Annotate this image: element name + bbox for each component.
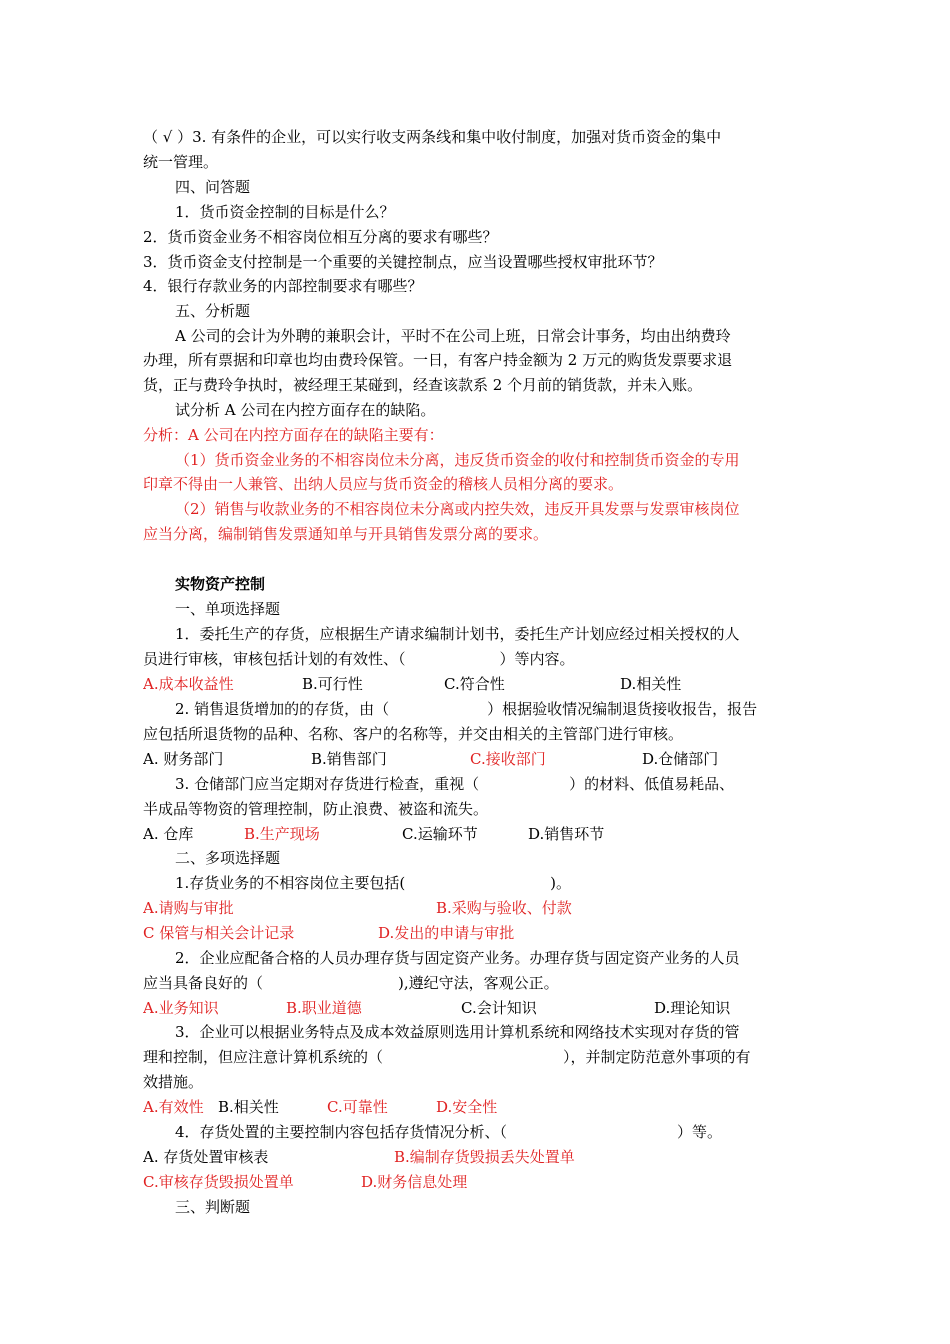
option-c-correct: C.审核存货毁损处置单 bbox=[143, 1173, 294, 1191]
answer-2-line1: （2）销售与收款业务的不相容岗位未分离或内控失效，违反开具发票与发票审核岗位 bbox=[175, 500, 740, 518]
judgment-q3-line1: （ √ ）3. 有条件的企业，可以实行收支两条线和集中收付制度，加强对货币资金的集中 bbox=[143, 128, 722, 146]
option-a: A. 存货处置审核表 bbox=[143, 1148, 269, 1166]
single-q3-text: 3. 仓储部门应当定期对存货进行检查，重视（ bbox=[175, 775, 480, 793]
single-q3-options bbox=[143, 822, 813, 847]
option-a-correct: A.成本收益性 bbox=[143, 675, 234, 693]
multi-q3-line2 bbox=[143, 1045, 813, 1070]
multi-q2-text-end: ),遵纪守法，客观公正。 bbox=[398, 974, 559, 992]
multi-q4-text-end: ）等。 bbox=[677, 1123, 723, 1141]
single-q3-line2: 半成品等物资的管理控制，防止浪费、被盗和流失。 bbox=[143, 800, 489, 818]
multi-q4-text: 4．存货处置的主要控制内容包括存货情况分析、（ bbox=[175, 1123, 508, 1141]
case-question: 试分析 A 公司在内控方面存在的缺陷。 bbox=[175, 401, 436, 419]
multi-q3-options bbox=[143, 1095, 813, 1120]
multi-q4-options-row1 bbox=[143, 1145, 813, 1170]
option-b-correct: B.编制存货毁损丢失处置单 bbox=[394, 1148, 575, 1166]
qa-question-1: 1．货币资金控制的目标是什么？ bbox=[175, 203, 395, 221]
single-q1-options bbox=[143, 672, 813, 697]
single-q3-line1 bbox=[175, 772, 813, 797]
option-d: D.仓储部门 bbox=[642, 750, 719, 768]
multi-q1-options-row2 bbox=[143, 921, 813, 946]
single-q1-line1: 1．委托生产的存货，应根据生产请求编制计划书，委托生产计划应经过相关授权的人 bbox=[175, 625, 740, 643]
single-q1-text-end: ）等内容。 bbox=[499, 650, 575, 668]
section-heading-multi-choice: 二、多项选择题 bbox=[175, 849, 281, 867]
single-q3-text-end: ）的材料、低值易耗品、 bbox=[569, 775, 735, 793]
multi-q3-text-end: ），并制定防范意外事项的有 bbox=[563, 1048, 751, 1066]
option-b-correct: B.生产现场 bbox=[244, 825, 320, 843]
multi-q1-text-end: )。 bbox=[550, 874, 572, 892]
option-a-correct: A.请购与审批 bbox=[143, 899, 234, 917]
option-c: C.符合性 bbox=[444, 675, 505, 693]
answer-1-line1: （1）货币资金业务的不相容岗位未分离，违反货币资金的收付和控制货币资金的专用 bbox=[175, 451, 740, 469]
judgment-q3-line2: 统一管理。 bbox=[143, 153, 219, 171]
option-b: B.销售部门 bbox=[311, 750, 387, 768]
option-d: D.理论知识 bbox=[654, 999, 731, 1017]
multi-q4-options-row2 bbox=[143, 1170, 813, 1195]
qa-question-2: 2．货币资金业务不相容岗位相互分离的要求有哪些？ bbox=[143, 228, 498, 246]
multi-q2-line1: 2．企业应配备合格的人员办理存货与固定资产业务。办理存货与固定资产业务的人员 bbox=[175, 949, 740, 967]
option-d: D.相关性 bbox=[620, 675, 682, 693]
single-q1-text: 员进行审核，审核包括计划的有效性、（ bbox=[143, 650, 406, 668]
multi-q1-options-row1 bbox=[143, 896, 813, 921]
option-a-correct: A.有效性 bbox=[143, 1098, 204, 1116]
single-q1-line2 bbox=[143, 647, 813, 672]
section-heading-judgment: 三、判断题 bbox=[175, 1198, 251, 1216]
qa-question-3: 3．货币资金支付控制是一个重要的关键控制点，应当设置哪些授权审批环节？ bbox=[143, 253, 663, 271]
option-d: D.销售环节 bbox=[528, 825, 605, 843]
option-a: A. 仓库 bbox=[143, 825, 194, 843]
section-heading-qa: 四、问答题 bbox=[175, 178, 251, 196]
case-text-line1: A 公司的会计为外聘的兼职会计，平时不在公司上班，日常会计事务，均由出纳费玲 bbox=[175, 327, 731, 345]
chapter-title: 实物资产控制 bbox=[175, 575, 266, 593]
option-c-correct: C.可靠性 bbox=[327, 1098, 388, 1116]
option-c-correct: C 保管与相关会计记录 bbox=[143, 924, 295, 942]
option-d-correct: D.财务信息处理 bbox=[361, 1173, 468, 1191]
multi-q3-text: 理和控制，但应注意计算机系统的（ bbox=[143, 1048, 384, 1066]
single-q2-text: 2. 销售退货增加的的存货，由（ bbox=[175, 700, 390, 718]
option-c-correct: C.接收部门 bbox=[470, 750, 546, 768]
option-b: B.可行性 bbox=[302, 675, 363, 693]
single-q2-line2: 应包括所退货物的品种、名称、客户的名称等，并交由相关的主管部门进行审核。 bbox=[143, 725, 684, 743]
multi-q1-line bbox=[175, 871, 813, 896]
qa-question-4: 4．银行存款业务的内部控制要求有哪些？ bbox=[143, 277, 423, 295]
multi-q2-line2 bbox=[143, 971, 813, 996]
answer-1-line2: 印章不得由一人兼管、出纳人员应与货币资金的稽核人员相分离的要求。 bbox=[143, 475, 624, 493]
single-q2-options bbox=[143, 747, 813, 772]
answer-2-line2: 应当分离，编制销售发票通知单与开具销售发票分离的要求。 bbox=[143, 525, 549, 543]
option-d-correct: D.安全性 bbox=[436, 1098, 498, 1116]
section-heading-analysis: 五、分析题 bbox=[175, 302, 251, 320]
option-c: C.会计知识 bbox=[461, 999, 537, 1017]
option-b-correct: B.采购与验收、付款 bbox=[436, 899, 572, 917]
section-heading-single-choice: 一、单项选择题 bbox=[175, 600, 281, 618]
multi-q3-line3: 效措施。 bbox=[143, 1073, 204, 1091]
single-q2-text-end: ）根据验收情况编制退货接收报告，报告 bbox=[487, 700, 758, 718]
case-text-line3: 货，正与费玲争执时，被经理王某碰到，经查该款系 2 个月前的销货款，并未入账。 bbox=[143, 376, 703, 394]
option-c: C.运输环节 bbox=[402, 825, 478, 843]
multi-q1-text: 1.存货业务的不相容岗位主要包括( bbox=[175, 874, 406, 892]
option-b-correct: B.职业道德 bbox=[286, 999, 362, 1017]
multi-q2-text: 应当具备良好的（ bbox=[143, 974, 264, 992]
multi-q3-line1: 3．企业可以根据业务特点及成本效益原则选用计算机系统和网络技术实现对存货的管 bbox=[175, 1023, 740, 1041]
multi-q4-line bbox=[175, 1120, 813, 1145]
multi-q2-options bbox=[143, 996, 813, 1021]
single-q2-line1 bbox=[175, 697, 813, 722]
option-a: A. 财务部门 bbox=[143, 750, 224, 768]
option-a-correct: A.业务知识 bbox=[143, 999, 219, 1017]
answer-heading: 分析：A 公司在内控方面存在的缺陷主要有： bbox=[143, 426, 444, 444]
case-text-line2: 办理，所有票据和印章也均由费玲保管。一日，有客户持金额为 2 万元的购货发票要求退 bbox=[143, 351, 733, 369]
option-d-correct: D.发出的申请与审批 bbox=[378, 924, 515, 942]
option-b: B.相关性 bbox=[218, 1098, 279, 1116]
